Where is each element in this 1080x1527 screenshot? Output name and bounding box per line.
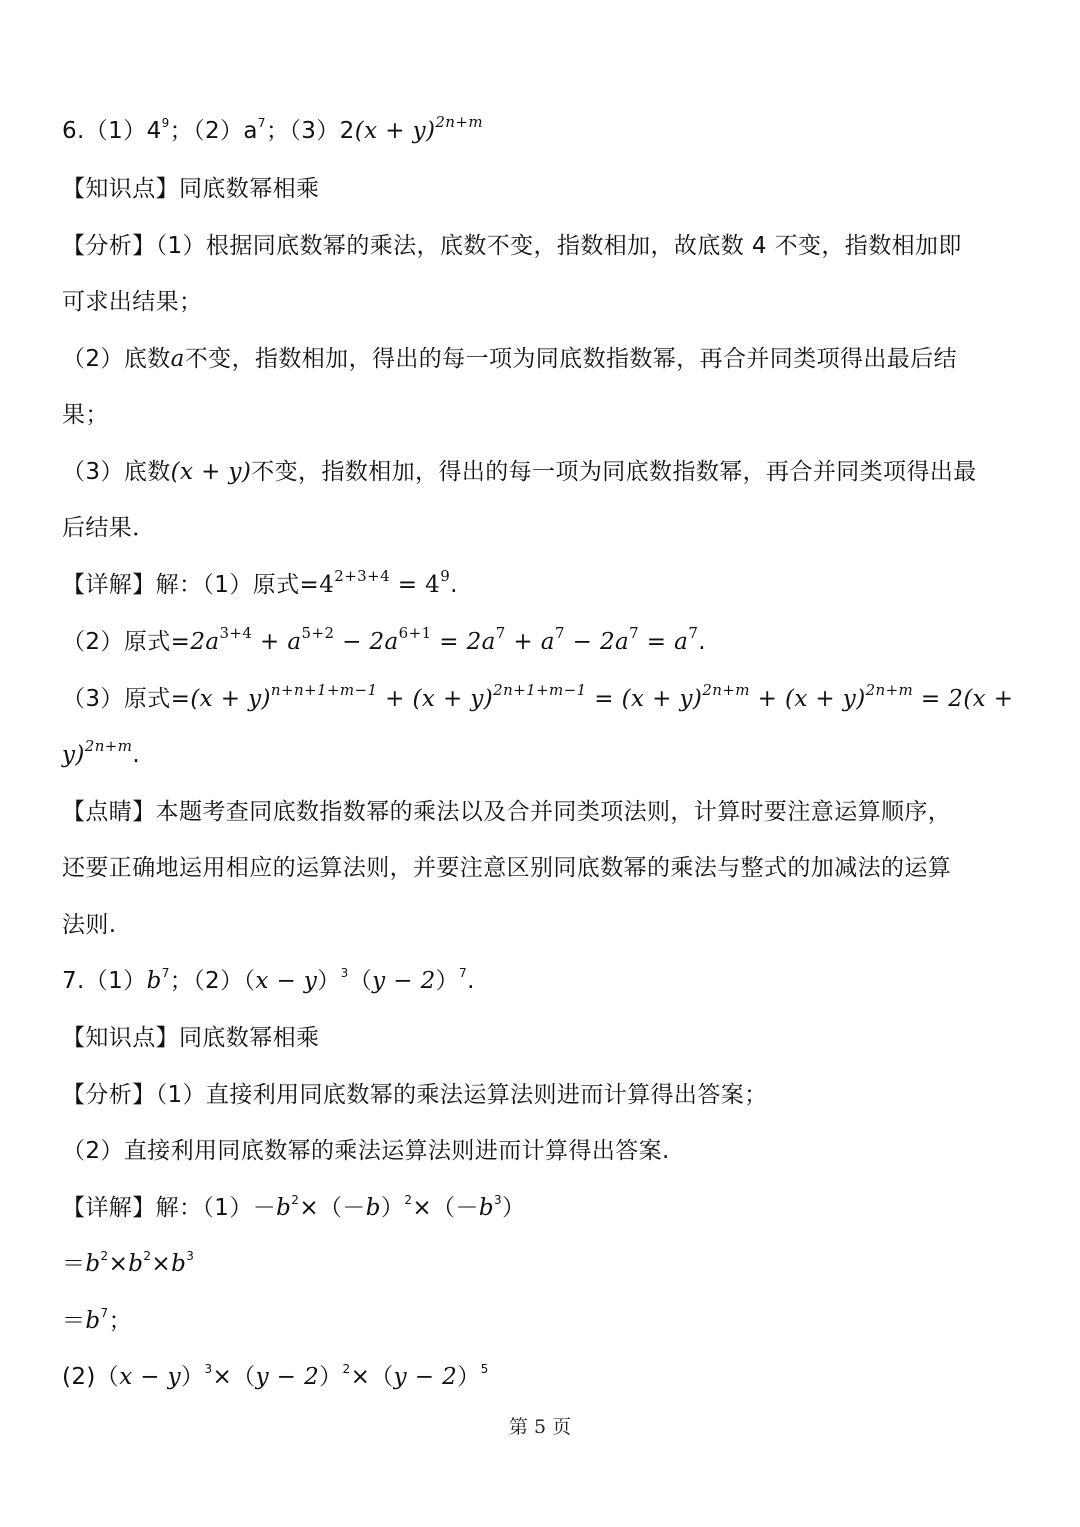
q7-detail1: [62, 1193, 1030, 1223]
q6-detail1-end: .: [450, 572, 458, 598]
q7-answer-e: ）: [317, 968, 341, 994]
q7-answer-d: x − y: [255, 968, 318, 994]
q7-step2-d: b: [128, 1251, 144, 1277]
q6-detail3-e3: 2n+m: [702, 681, 750, 700]
q7-detail1-b: b: [276, 1195, 292, 1221]
q7-step3: [62, 1306, 1030, 1336]
q7-part2-d: ×（: [212, 1364, 256, 1390]
q7-detail1-e: ）: [380, 1195, 405, 1221]
q7-part2-g: ×（: [350, 1364, 394, 1390]
q6-answer-prefix: 6.（1）4: [62, 118, 162, 144]
q6-analysis-line5: [62, 457, 1030, 487]
q7-part2-c-exp: 3: [204, 1362, 213, 1377]
q7-step2: [62, 1249, 1030, 1279]
q7-part2-e: y − 2: [255, 1364, 320, 1390]
q6-detail2-e2: 5+2: [301, 624, 335, 643]
q6-detail1-exp2: 9: [440, 567, 451, 586]
q6-detail2-label: （2）原式=: [62, 629, 191, 655]
q7-detail1-g-exp: 3: [493, 1193, 503, 1208]
q7-part2-i: ）: [457, 1364, 481, 1390]
q7-step2-b: b: [85, 1251, 101, 1277]
q6-detail3-e1: n+n+1+m−1: [270, 681, 378, 700]
q6-detail3-label: （3）原式=: [62, 686, 191, 712]
q7-analysis-line2: （2）直接利用同底数幂的乘法运算法则进而计算得出答案.: [62, 1138, 670, 1164]
q7-answer-h: ）: [435, 968, 460, 994]
page-number: 第 5 页: [508, 1416, 572, 1438]
q7-step2-f-exp: 3: [186, 1249, 195, 1264]
q7-step3-b: b: [85, 1308, 101, 1334]
q6-analysis-line3-var: a: [170, 346, 185, 372]
q7-step3-a: ＝: [62, 1308, 86, 1334]
q6-answer-exp2: 7: [257, 116, 266, 131]
q6-detail2-e3: 6+1: [398, 624, 432, 643]
q6-detail2-e4: 7: [495, 624, 506, 643]
q6-analysis-line5-var: (x + y): [170, 459, 252, 485]
q7-answer-g: y − 2: [372, 968, 436, 994]
q6-analysis-line3: [62, 344, 1030, 374]
q6-answer: [62, 113, 1030, 146]
q6-analysis-line5-b: 不变，指数相加，得出的每一项为同底数指数幂，再合并同类项得出最: [251, 459, 977, 485]
q7-detail1-f: ×（－: [412, 1195, 479, 1221]
q7-detail1-d: b: [365, 1195, 381, 1221]
q6-answer-exp3: 2n+m: [435, 113, 483, 132]
q7-part2-f: ）: [319, 1364, 343, 1390]
q6-detail2-e1: 3+4: [219, 624, 253, 643]
q7-detail1-h: ）: [502, 1195, 526, 1221]
q6-detail2-e7: 7: [688, 624, 699, 643]
q7-part2: [62, 1362, 1030, 1392]
q7-answer-a: 7.（1）: [62, 968, 147, 994]
q6-answer-mid2: ；（3）2: [265, 118, 355, 144]
q6-knowledge: 【知识点】同底数幂相乘: [62, 176, 320, 202]
q6-answer-mid1: ；（2）a: [169, 118, 258, 144]
q7-answer-exp1: 7: [161, 966, 170, 981]
q6-comment-line3: 法则.: [62, 912, 117, 938]
q7-answer-exp2: 3: [340, 966, 349, 981]
q7-knowledge: 【知识点】同底数幂相乘: [62, 1025, 320, 1051]
q6-detail2-e5: 7: [554, 624, 565, 643]
q7-answer: [62, 966, 1030, 996]
q6-detail1-exp: 2+3+4: [334, 567, 391, 586]
q6-detail2-t6: − 2a: [564, 629, 630, 655]
q7-detail1-e-exp: 2: [404, 1193, 413, 1208]
q7-detail1-a: 【详解】解：（1）－: [62, 1195, 277, 1221]
q6-detail2-e6: 7: [629, 624, 640, 643]
q7-step3-b-exp: 7: [100, 1306, 109, 1321]
q6-detail3-line2: y): [62, 742, 85, 768]
q7-part2-f-exp: 2: [342, 1362, 351, 1377]
q6-detail2: [62, 624, 1030, 657]
q6-detail3-e4: 2n+m: [865, 681, 914, 700]
q7-step2-f: b: [171, 1251, 187, 1277]
q6-analysis-line6: 后结果．: [62, 515, 156, 541]
q7-answer-exp3: 7: [459, 966, 468, 981]
q6-detail3-e5: 2n+m: [84, 737, 133, 756]
q6-analysis-line3-b: 不变，指数相加，得出的每一项为同底数指数幂，再合并同类项得出最后结: [184, 346, 957, 372]
q6-detail1-label: 【详解】解：（1）原式=: [62, 572, 320, 598]
q6-detail3-e2: 2n+1+m−1: [493, 681, 587, 700]
q7-part2-a: (2)（: [62, 1364, 120, 1390]
q6-analysis-line4: 果；: [62, 402, 109, 428]
q6-detail3-end: .: [132, 742, 141, 768]
q7-step2-c: ×: [108, 1251, 129, 1277]
q6-comment-line1: 【点睛】本题考查同底数指数幂的乘法以及合并同类项法则，计算时要注意运算顺序，: [62, 799, 952, 825]
q7-part2-h: y − 2: [393, 1364, 458, 1390]
q7-analysis-line1: 【分析】（1）直接利用同底数幂的乘法运算法则进而计算得出答案；: [62, 1082, 768, 1108]
q6-detail1-eq: = 4: [390, 572, 441, 598]
q6-detail3-t5: = 2(x +: [913, 686, 1014, 712]
q7-answer-f: （: [348, 968, 373, 994]
q6-analysis-line3-a: （2）底数: [62, 346, 171, 372]
q6-analysis-line5-a: （3）底数: [62, 459, 171, 485]
q7-detail1-c: ×（－: [299, 1195, 366, 1221]
q6-detail2-t4: = 2a: [431, 629, 496, 655]
q6-detail3-t4: + (x + y): [749, 686, 866, 712]
q7-part2-i-exp: 5: [480, 1362, 489, 1377]
q7-answer-end: .: [467, 968, 475, 994]
q6-detail2-t2: + a: [252, 629, 302, 655]
q6-detail3-t1: (x + y): [190, 686, 271, 712]
q6-detail2-t7: = a: [639, 629, 689, 655]
q6-detail2-t5: + a: [505, 629, 555, 655]
q6-detail3-t2: + (x + y): [377, 686, 494, 712]
q7-step3-c: ；: [108, 1308, 132, 1334]
q6-analysis-line2: 可求出结果；: [62, 289, 203, 315]
q6-detail2-t1: 2a: [190, 629, 220, 655]
q7-step2-a: ＝: [62, 1251, 86, 1277]
q7-answer-c: ；（2）（: [169, 968, 256, 994]
q6-answer-exp1: 9: [161, 116, 170, 131]
q7-part2-c: ）: [181, 1364, 205, 1390]
q6-detail3-t3: = (x + y): [586, 686, 703, 712]
q7-detail1-b-exp: 2: [291, 1193, 300, 1208]
q7-step2-e: ×: [151, 1251, 172, 1277]
q7-answer-var: b: [146, 968, 162, 994]
q6-comment-line2: 还要正确地运用相应的运算法则，并要注意区别同底数幂的乘法与整式的加减法的运算: [62, 855, 952, 881]
q6-analysis-line1: 【分析】（1）根据同底数幂的乘法，底数不变，指数相加，故底数 4 不变，指数相加即: [62, 233, 962, 259]
q6-detail2-t3: − 2a: [334, 629, 399, 655]
q6-answer-base3: (x + y): [354, 118, 436, 144]
q6-detail1: [62, 567, 1030, 600]
q6-detail1-base: 4: [319, 572, 335, 598]
q7-step2-d-exp: 2: [143, 1249, 152, 1264]
q7-step2-b-exp: 2: [100, 1249, 109, 1264]
q7-part2-b: x − y: [119, 1364, 182, 1390]
q6-detail3-cont: [62, 737, 1030, 770]
q6-detail2-end: .: [698, 629, 706, 655]
q6-detail3: [62, 681, 1030, 714]
q7-detail1-g: b: [478, 1195, 494, 1221]
